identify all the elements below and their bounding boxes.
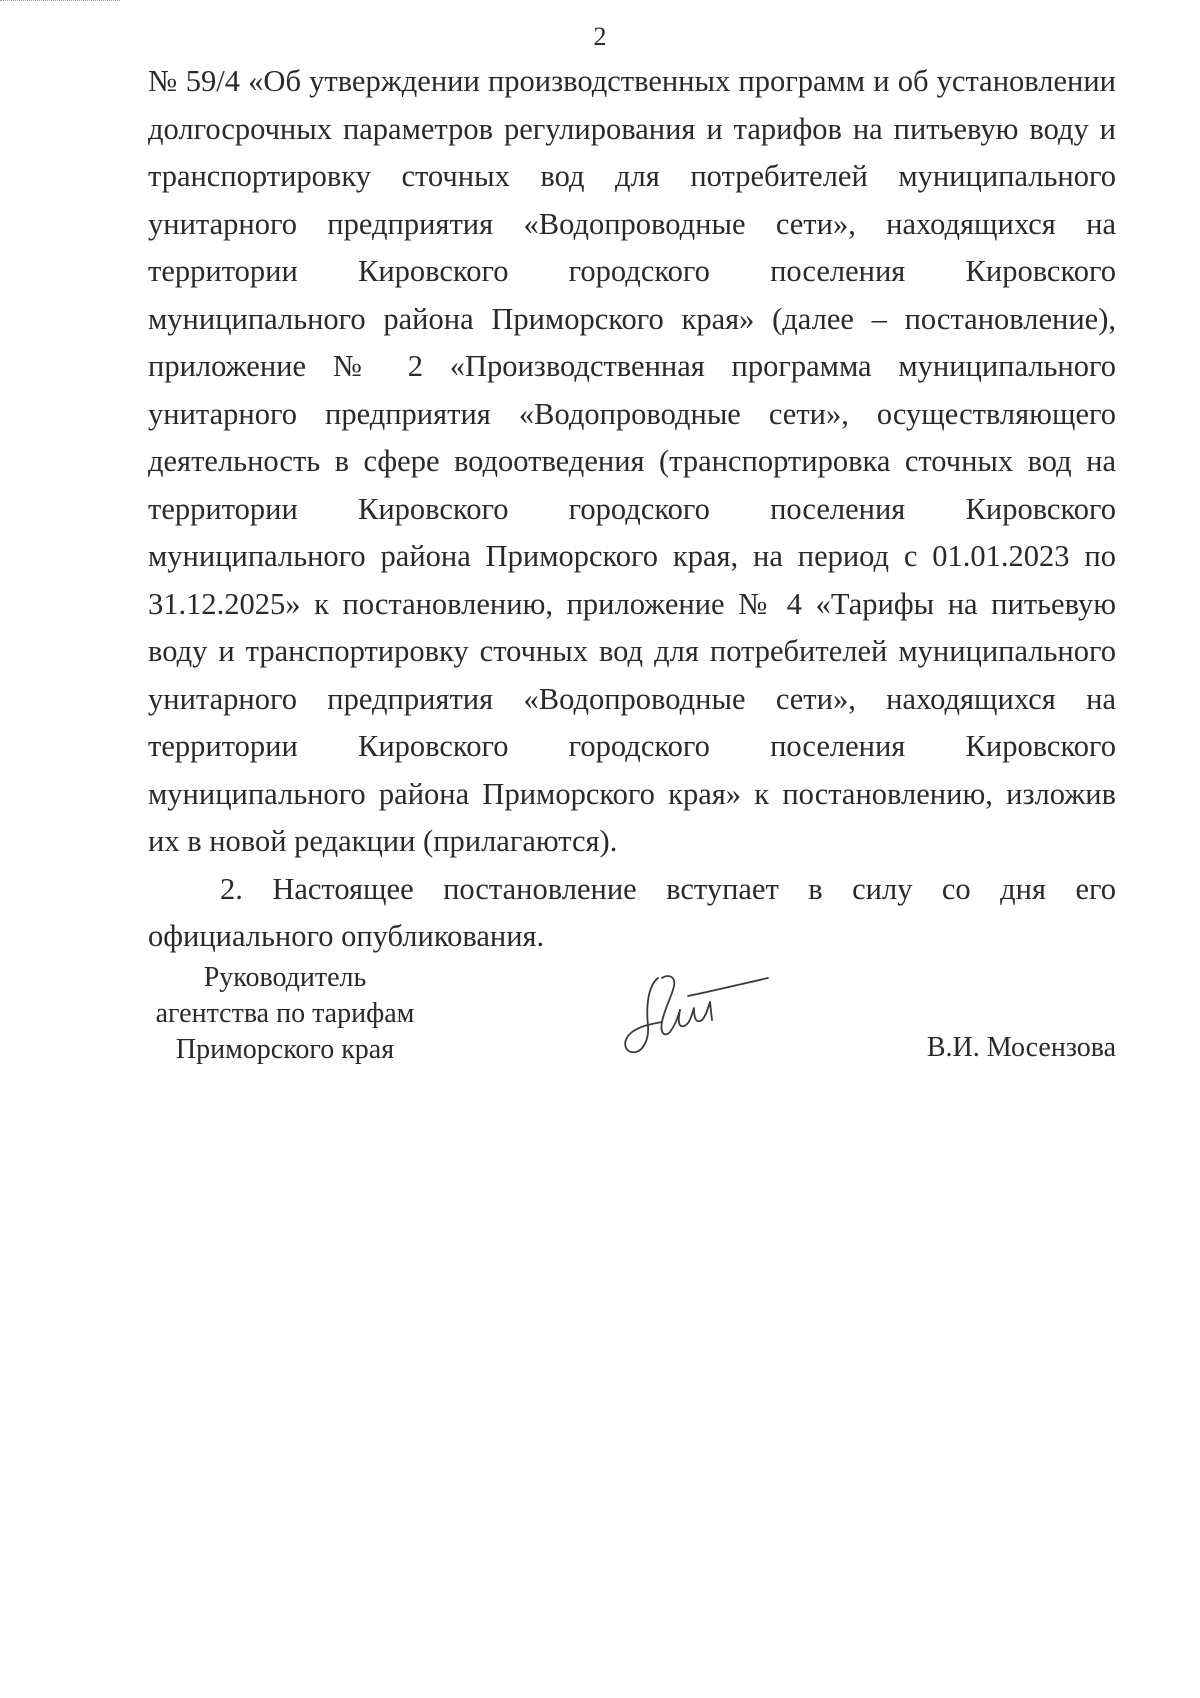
- signer-position: [140, 960, 430, 1068]
- page-number: 2: [593, 22, 607, 51]
- paragraph-continuation: № 59/4 «Об утверждении производственных программ и об установлении долгосрочных параметров регулирования и тарифов на питьевую воду и транспортировку сточных вод для потребителей муниципального унитарного предприятия «Водопроводные сети», находящихся на территории Кировского городского поселения Кировского муниципального района Приморского края» (далее – постановление), приложение № 2 «Производственная программа муниципального унитарного предприятия «Водопроводные сети», осуществляющего деятельность в сфере водоотведения (транспортировка сточных вод на территории Кировского городского поселения Кировского муниципального района Приморского края, на период с 01.01.2023 по 31.12.2025» к постановлению, приложение № 4 «Тарифы на питьевую воду и транспортировку сточных вод для потребителей муниципального унитарного предприятия «Водопроводные сети», находящихся на территории Кировского городского поселения Кировского муниципального района Приморского края» к постановлению, изложив их в новой редакции (прилагаются).: [148, 64, 1116, 858]
- signer-position-line: Приморского края: [175, 1034, 395, 1065]
- document-body: [148, 58, 1116, 961]
- signer-position-line: агентства по тарифам: [155, 998, 415, 1029]
- scan-corner-mark: [0, 0, 120, 3]
- signature-block: [0, 960, 1200, 1080]
- handwritten-signature-icon: [618, 966, 788, 1066]
- paragraph-effective-date: 2. Настоящее постановление вступает в силу со дня его официального опубликования.: [148, 871, 1116, 953]
- signer-position-line: Руководитель: [203, 962, 367, 993]
- signer-name: В.И. Мосензова: [926, 1032, 1116, 1063]
